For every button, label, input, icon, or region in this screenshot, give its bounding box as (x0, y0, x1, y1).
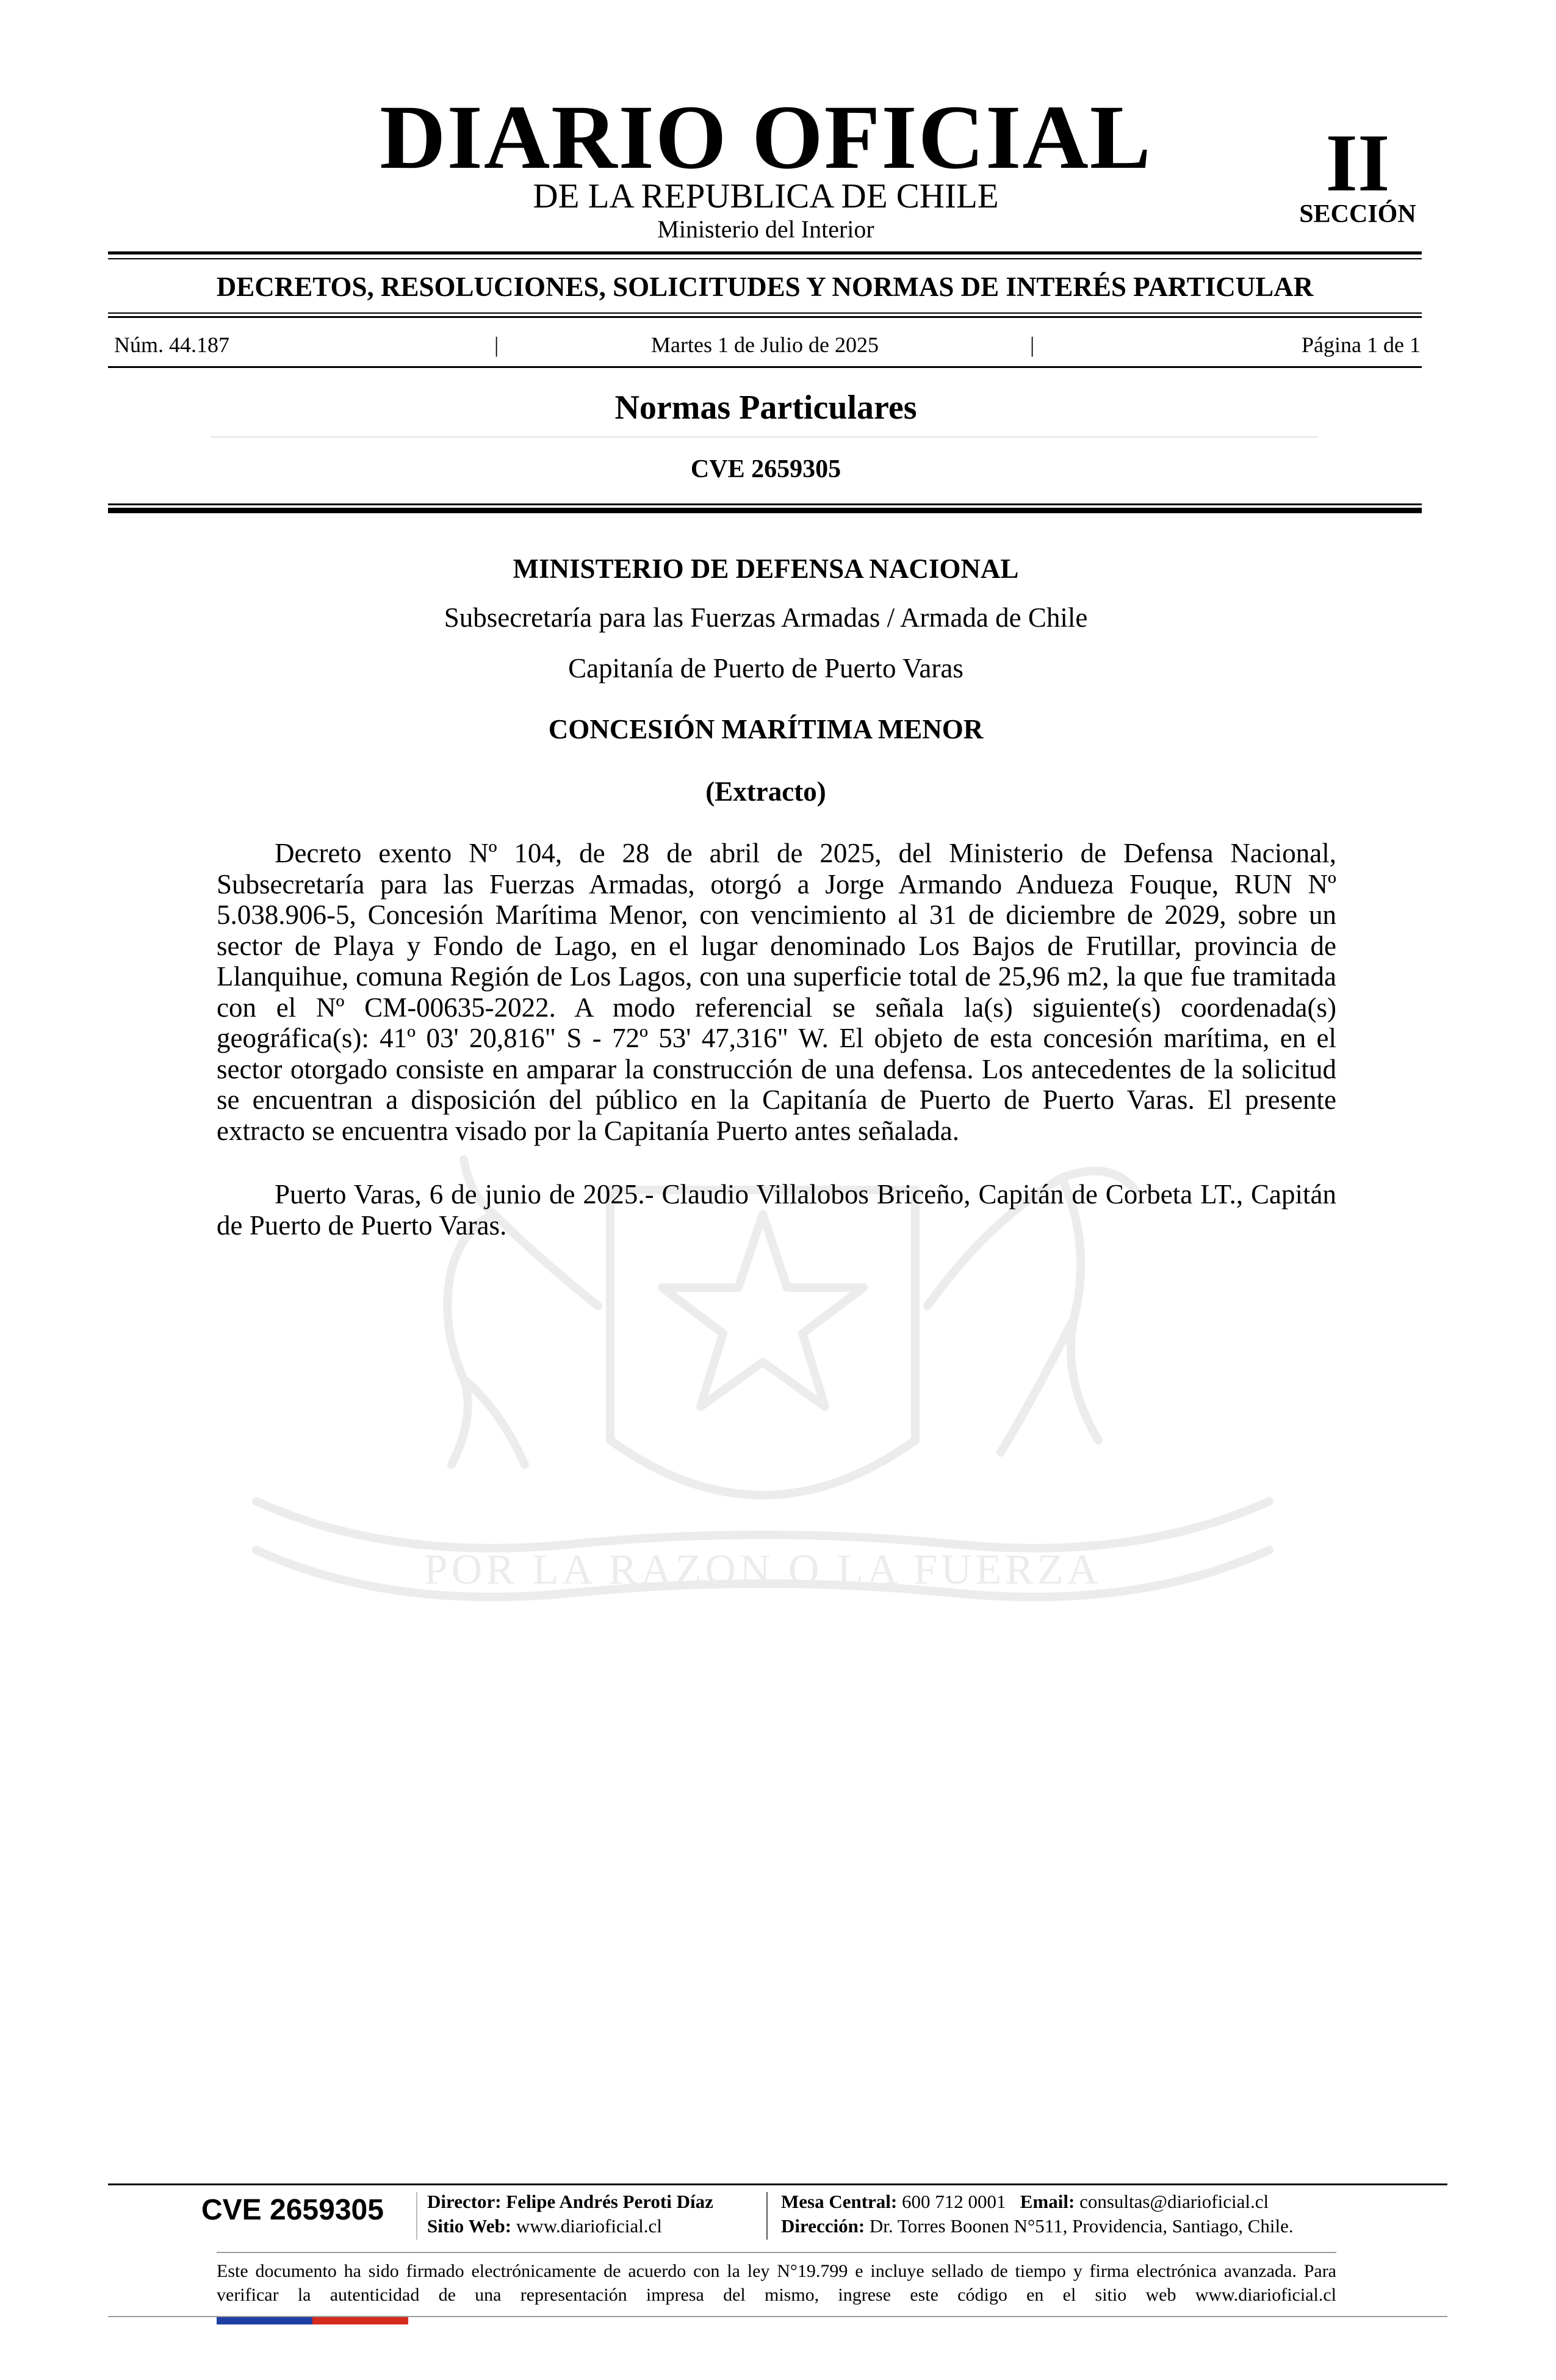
flag-stripe-blue (217, 2317, 312, 2324)
issuer-subsecretaria: Subsecretaría para las Fuerzas Armadas / Armada de Chile (444, 602, 1088, 633)
footer-rule-mid (217, 2252, 1336, 2253)
email-label: Email: (1020, 2191, 1075, 2212)
masthead-title: DIARIO OFICIAL (380, 87, 1152, 188)
issue-rule-top (108, 312, 1422, 314)
norm-type-underline (211, 436, 1318, 438)
mesa-label: Mesa Central: (781, 2191, 898, 2212)
section-number: II (1325, 118, 1390, 209)
address-value: Dr. Torres Boonen N°511, Providencia, Santiago, Chile. (869, 2215, 1294, 2237)
ribbon-top (256, 1501, 1269, 1548)
director-name: Felipe Andrés Peroti Díaz (506, 2191, 713, 2212)
address-label: Dirección: (781, 2215, 865, 2237)
category-heading: DECRETOS, RESOLUCIONES, SOLICITUDES Y NORMAS DE INTERÉS PARTICULAR (216, 272, 1314, 302)
website-link[interactable]: www.diarioficial.cl (516, 2215, 662, 2237)
issue-rule-bottom (108, 366, 1422, 368)
issue-rule-top-2 (108, 316, 1422, 318)
email-link[interactable]: consultas@diarioficial.cl (1079, 2191, 1269, 2212)
footer-cve: CVE 2659305 (201, 2194, 384, 2226)
content-rule-thick (108, 508, 1422, 513)
section-label: SECCIÓN (1299, 200, 1416, 228)
issue-page: Página 1 de 1 (1302, 333, 1421, 357)
footer-rule-top (108, 2183, 1447, 2185)
cve-code: CVE 2659305 (690, 455, 841, 483)
issuer-ministry: MINISTERIO DE DEFENSA NACIONAL (513, 554, 1019, 584)
footer-contact-block (781, 2190, 1294, 2238)
flag-stripe-red (312, 2317, 408, 2324)
mesa-phone: 600 712 0001 (902, 2191, 1006, 2212)
issue-date: Martes 1 de Julio de 2025 (651, 333, 879, 357)
issue-separator: | (1030, 333, 1035, 357)
footer-divider (766, 2192, 768, 2240)
signature-paragraph: Puerto Varas, 6 de junio de 2025.- Claudio Villalobos Briceño, Capitán de Corbeta LT., Capitán de Puerto de Puerto Varas. (217, 1179, 1336, 1241)
footer-director-block (427, 2190, 713, 2238)
star-shape (662, 1214, 863, 1407)
document-title: CONCESIÓN MARÍTIMA MENOR (548, 714, 984, 745)
body-paragraph: Decreto exento Nº 104, de 28 de abril de 2025, del Ministerio de Defensa Nacional, Subsecretaría para las Fuerzas Armadas, otorgó a Jorge Armando Andueza Fouque, RUN Nº 5.038.906-5, Concesión Marítima Menor, con vencimiento al 31 de diciembre de 2029, sobre un sector de Playa y Fondo de Lago, en el lugar denominado Los Bajos de Frutillar, provincia de Llanquihue, comuna Región de Los Lagos, con una superficie total de 25,96 m2, la que fue tramitada con el Nº CM-00635-2022. A modo referencial se señala la(s) siguiente(s) coordenada(s) geográfica(s): 41º 03' 20,816" S - 72º 53' 47,316" W. El objeto de esta concesión marítima, en el sector otorgado consiste en amparar la construcción de una defensa. Los antecedentes de la solicitud se encuentran a disposición del público en la Capitanía de Puerto de Puerto Varas. El presente extracto se encuentra visado por la Capitanía Puerto antes señalada. (217, 838, 1336, 1146)
footer-divider (416, 2192, 417, 2240)
issuer-capitania: Capitanía de Puerto de Puerto Varas (568, 653, 963, 683)
issue-number: Núm. 44.187 (114, 333, 229, 357)
director-label: Director: (427, 2191, 502, 2212)
issue-separator: | (494, 333, 499, 357)
website-label: Sitio Web: (427, 2215, 512, 2237)
masthead-ministry: Ministerio del Interior (657, 215, 874, 243)
document-subtitle: (Extracto) (705, 776, 826, 807)
watermark-motto: POR LA RAZON O LA FUERZA (423, 1546, 1102, 1593)
header-rule-thick (108, 251, 1422, 254)
footer-signature-note: Este documento ha sido firmado electrónicamente de acuerdo con la ley N°19.799 e incluye sellado de tiempo y firma electrónica avanzada. Para verificar la autenticidad de una representación impresa del mismo, ingrese este código en el sitio web www.diarioficial.cl (217, 2261, 1336, 2305)
content-rule-thin (108, 503, 1422, 505)
masthead-subtitle: DE LA REPUBLICA DE CHILE (533, 177, 999, 215)
norm-type-title: Normas Particulares (614, 389, 917, 427)
header-rule-thin (108, 258, 1422, 259)
